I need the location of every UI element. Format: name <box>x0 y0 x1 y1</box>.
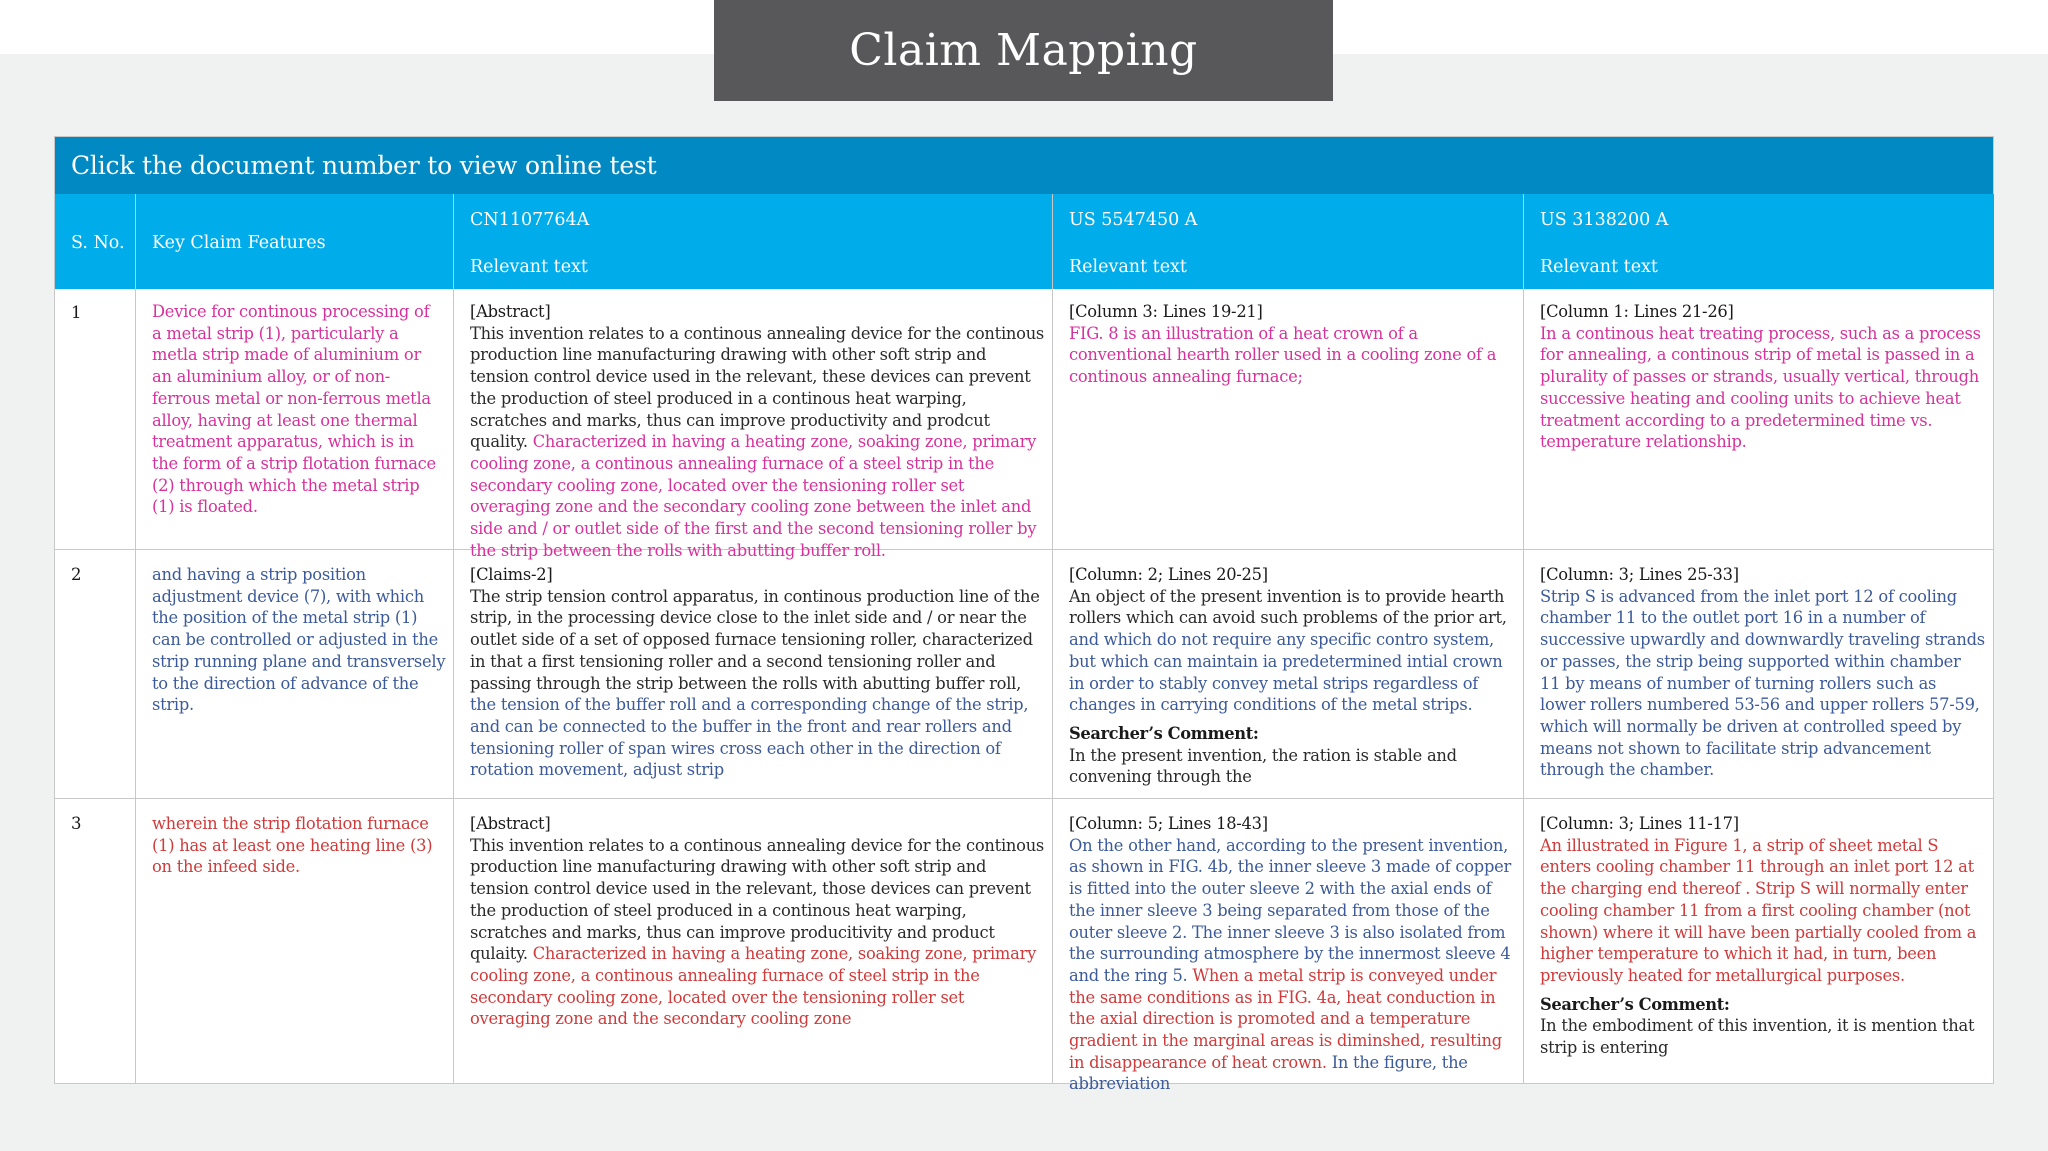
row1-doc2-text <box>1069 301 1514 388</box>
row2-doc3-head: [Column: 3; Lines 25-33] <box>1540 565 1739 584</box>
row3-doc1-plain: This invention relates to a continous annealing device for the continous production line manufacturing drawing with other soft strip and tension control device used in the relevant, those devices can prevent the production of steel produced in a continous heat warping, scratches and marks, thus can improve producitivity and product qulaity. <box>470 835 1045 964</box>
row1-doc1-plain: This invention relates to a continous annealing device for the continous production line manufacturing drawing with other soft strip and tension control device used in the relevant, these devices can prevent the production of steel produced in a continous heat warping, scratches and marks, thus can improve productivity and prodcut quality. <box>470 323 1045 452</box>
header-sno <box>55 194 136 289</box>
column-divider <box>135 194 136 1084</box>
row-divider <box>55 798 1993 799</box>
row3-sno: 3 <box>71 814 82 833</box>
row2-doc2-head: [Column: 2; Lines 20-25] <box>1069 565 1268 584</box>
row3-doc2-head: [Column: 5; Lines 18-43] <box>1069 814 1268 833</box>
row1-doc1-text <box>470 301 1045 561</box>
row1-doc3-highlight: In a continous heat treating process, such as a process for annealing, a continous strip of metal is passed in a plurality of passes or strands, usually vertical, through successive heating and cooling units to achieve heat treatment according to a predetermined time vs. temperature relationship. <box>1540 323 1981 452</box>
row1-feature: Device for continous processing of a metal strip (1), particularly a metla strip made of aluminium or an aluminium alloy, or of non-ferrous metal or non-ferrous metla alloy, having at least one thermal treatment apparatus, which is in the form of a strip flotation furnace (2) through which the metal strip (1) is floated. <box>152 302 436 517</box>
row2-sno: 2 <box>71 565 82 584</box>
row3-doc3-comment: In the embodiment of this invention, it is mention that strip is entering <box>1540 1016 1975 1058</box>
doc2-number-link[interactable]: US 5547450 A <box>1069 210 1198 230</box>
page-title: Claim Mapping <box>714 0 1333 101</box>
row1-doc2-highlight: FIG. 8 is an illustration of a heat crown of a conventional hearth roller used in a cooling zone of a continous annealing furnace; <box>1069 323 1497 387</box>
column-divider <box>1052 194 1053 1084</box>
header-doc2 <box>1053 194 1524 289</box>
row3-doc2-highlight-blue-end: In the figure, the abbreviation <box>1069 1052 1468 1094</box>
row3-doc3-head: [Column: 3; Lines 11-17] <box>1540 814 1739 833</box>
column-divider <box>453 194 454 1084</box>
row1-doc3-head: [Column 1: Lines 21-26] <box>1540 302 1734 321</box>
row2-doc2-highlight: and which do not require any specific contro system, but which can maintain ia predetermined intial crown in order to stably convey metal strips regardless of changes in carrying conditions of the metal strips. <box>1069 630 1503 715</box>
header-doc1 <box>454 194 1053 289</box>
row1-doc1-head: [Abstract] <box>470 302 551 321</box>
column-divider <box>1523 194 1524 1084</box>
table-banner: Click the document number to view online test <box>55 137 1993 194</box>
doc3-sub-label: Relevant text <box>1540 257 1658 277</box>
doc2-sub-label: Relevant text <box>1069 257 1187 277</box>
row3-doc3-text <box>1540 813 1985 1059</box>
row2-doc1-plain: The strip tension control apparatus, in continous production line of the strip, in the processing device close to the inlet side and / or near the outlet side of a set of opposed furnace tensioning roller, characterized in that a first tensioning roller and a second tensioning roller and passing through the strip between the rolls with abutting buffer roll, <box>470 586 1040 693</box>
row2-doc2-plain: An object of the present invention is to provide hearth rollers which can avoid such problems of the prior art, <box>1069 586 1507 628</box>
row3-doc2-highlight-blue: On the other hand, according to the present invention, as shown in FIG. 4b, the inner sleeve 3 made of copper is fitted into the outer sleeve 2 with the axial ends of the inner sleeve 3 being separated from those of the outer sleeve 2. The inner sleeve 3 is also isolated from the surrounding atmosphere by the innermost sleeve 4 and the ring 5. <box>1069 835 1512 985</box>
row2-doc1-head: [Claims-2] <box>470 565 553 584</box>
row3-doc3-highlight: An illustrated in Figure 1, a strip of sheet metal S enters cooling chamber 11 through an inlet port 12 at the charging end thereof . Strip S will normally enter cooling chamber 11 from a first cooling chamber (not shown) where it will have been partially cooled from a higher temperature to which it had, in turn, been previously heated for metallurgical purposes. <box>1540 835 1977 985</box>
header-sno-label: S. No. <box>71 233 125 253</box>
row2-doc2-comment: In the present invention, the ration is stable and convening through the <box>1069 745 1457 787</box>
row3-doc1-text <box>470 813 1045 1030</box>
row2-doc1-text <box>470 564 1045 781</box>
row3-doc3-comment-label: Searcher’s Comment: <box>1540 994 1730 1014</box>
row2-doc2-text <box>1069 564 1516 788</box>
row1-doc3-text <box>1540 301 1985 453</box>
row3-doc2-text <box>1069 813 1512 1095</box>
header-features-label: Key Claim Features <box>152 233 326 253</box>
row1-doc2-head: [Column 3: Lines 19-21] <box>1069 302 1263 321</box>
row1-sno: 1 <box>71 303 82 322</box>
row2-doc3-text <box>1540 564 1985 781</box>
row2-doc1-highlight: the tension of the buffer roll and a corresponding change of the strip, and can be connected to the buffer in the front and rear rollers and tensioning roller of span wires cross each other in the direction of rotation movement, adjust strip <box>470 695 1029 780</box>
row2-doc3-highlight: Strip S is advanced from the inlet port 12 of cooling chamber 11 to the outlet port 16 in a number of successive upwardly and downwardly traveling strands or passes, the strip being supported within chamber 11 by means of number of turning rollers such as lower rollers numbered 53-56 and upper rollers 57-59, which will normally be driven at controlled speed by means not shown to facilitate strip advancement through the chamber. <box>1540 586 1985 780</box>
header-doc3 <box>1524 194 1994 289</box>
doc1-sub-label: Relevant text <box>470 257 588 277</box>
row3-doc1-head: [Abstract] <box>470 814 551 833</box>
doc3-number-link[interactable]: US 3138200 A <box>1540 210 1669 230</box>
row3-feature: wherein the strip flotation furnace (1) has at least one heating line (3) on the infeed side. <box>152 814 433 877</box>
header-features <box>136 194 454 289</box>
row3-doc1-highlight: Characterized in having a heating zone, soaking zone, primary cooling zone, a continous annealing furnace of steel strip in the secondary cooling zone, located over the tensioning roller set overaging zone and the secondary cooling zone <box>470 944 1037 1029</box>
row1-doc1-highlight: Characterized in having a heating zone, soaking zone, primary cooling zone, a continous annealing furnace of a steel strip in the secondary cooling zone, located over the tensioning roller set overaging zone and the secondary cooling zone between the inlet and side and / or outlet side of the first and the second tensioning roller by the strip between the rolls with abutting buffer roll. <box>470 432 1037 560</box>
row3-doc2-highlight-red: When a metal strip is conveyed under the same conditions as in FIG. 4a, heat conduction in the axial direction is promoted and a temperature gradient in the marginal areas is diminshed, resulting in disappearance of heat crown. <box>1069 965 1502 1072</box>
row2-feature: and having a strip position adjustment device (7), with which the position of the metal strip (1) can be controlled or adjusted in the strip running plane and transversely to the direction of advance of the strip. <box>152 565 446 715</box>
claim-mapping-table <box>54 136 1994 1094</box>
row2-doc2-comment-label: Searcher’s Comment: <box>1069 723 1259 743</box>
doc1-number-link[interactable]: CN1107764A <box>470 210 590 230</box>
